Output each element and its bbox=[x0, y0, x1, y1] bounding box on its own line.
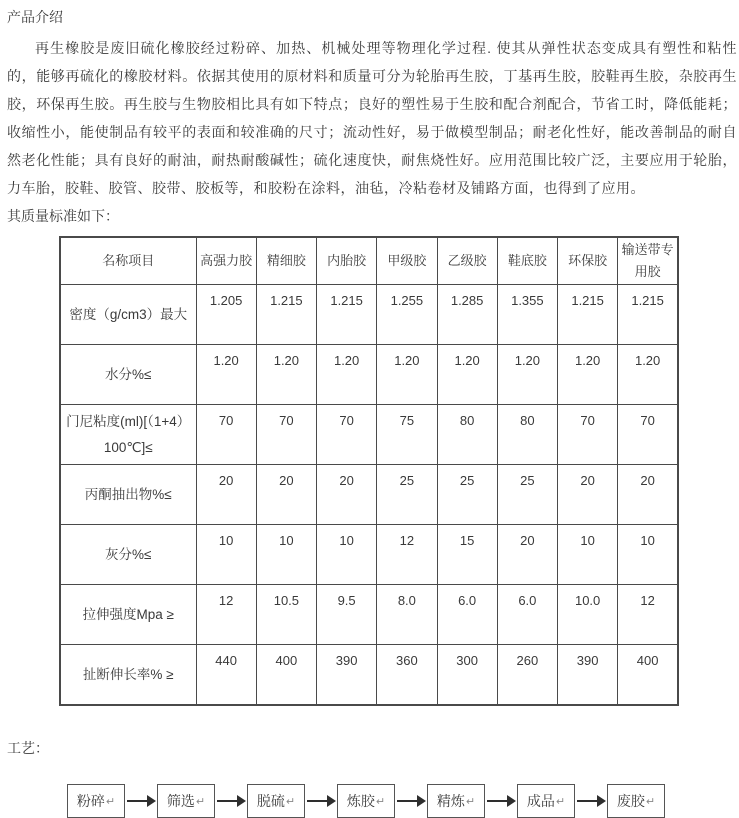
paragraph-return-icon: ↵ bbox=[375, 795, 386, 808]
row-label: 拉伸强度Mpa ≥ bbox=[60, 585, 196, 645]
table-cell: 1.215 bbox=[558, 285, 618, 345]
table-header-row bbox=[60, 237, 678, 285]
table-cell: 8.0 bbox=[377, 585, 437, 645]
process-step-label: 粉碎 bbox=[76, 793, 105, 809]
row-label: 灰分%≤ bbox=[60, 525, 196, 585]
table-cell: 1.20 bbox=[377, 345, 437, 405]
table-cell: 20 bbox=[317, 465, 377, 525]
table-cell: 20 bbox=[196, 465, 256, 525]
column-header: 高强力胶 bbox=[196, 237, 256, 285]
flow-arrow-icon bbox=[577, 800, 597, 802]
table-cell: 20 bbox=[618, 465, 678, 525]
table-cell: 80 bbox=[437, 405, 497, 465]
table-cell: 70 bbox=[196, 405, 256, 465]
table-cell: 10 bbox=[618, 525, 678, 585]
table-cell: 1.20 bbox=[618, 345, 678, 405]
process-step-label: 筛选 bbox=[166, 793, 195, 809]
table-cell: 400 bbox=[256, 645, 316, 706]
table-cell: 20 bbox=[256, 465, 316, 525]
table-cell: 20 bbox=[497, 525, 557, 585]
table-row-moisture bbox=[60, 345, 678, 405]
table-cell: 400 bbox=[618, 645, 678, 706]
process-step-desulfurize bbox=[247, 784, 305, 818]
row-label: 扯断伸长率% ≥ bbox=[60, 645, 196, 706]
table-cell: 9.5 bbox=[317, 585, 377, 645]
paragraph-return-icon: ↵ bbox=[555, 795, 566, 808]
table-cell: 10 bbox=[317, 525, 377, 585]
table-row-acetone-extract bbox=[60, 465, 678, 525]
process-step-label: 废胶 bbox=[616, 793, 645, 809]
table-cell: 75 bbox=[377, 405, 437, 465]
table-cell: 1.355 bbox=[497, 285, 557, 345]
process-step-label: 脱硫 bbox=[256, 793, 285, 809]
table-cell: 390 bbox=[317, 645, 377, 706]
table-row-elongation bbox=[60, 645, 678, 706]
table-cell: 6.0 bbox=[497, 585, 557, 645]
intro-paragraph: 再生橡胶是废旧硫化橡胶经过粉碎、加热、机械处理等物理化学过程. 使其从弹性状态变成具有塑性和粘性的，能够再硫化的橡胶材料。依据其使用的原材料和质量可分为轮胎再生胶，丁基再生胶，胶鞋再生胶，杂胶再生胶，环保再生胶。再生胶与生物胶相比具有如下特点；良好的塑性易于生胶和配合剂配合，节省工时，降低能耗；收缩性小，能使制品有较平的表面和较准确的尺寸；流动性好，易于做模型制品；耐老化性好，能改善制品的耐自然老化性能；具有良好的耐油，耐热耐酸碱性；硫化速度快，耐焦烧性好。应用范围比较广泛，主要应用于轮胎，力车胎，胶鞋、胶管、胶带、胶板等，和胶粉在涂料，油毡，冷粘卷材及铺路方面，也得到了应用。 bbox=[7, 40, 737, 196]
table-cell: 10 bbox=[558, 525, 618, 585]
process-step-waste-rubber bbox=[607, 784, 665, 818]
table-cell: 1.215 bbox=[618, 285, 678, 345]
row-label: 水分%≤ bbox=[60, 345, 196, 405]
table-cell: 360 bbox=[377, 645, 437, 706]
process-step-screen bbox=[157, 784, 215, 818]
table-cell: 390 bbox=[558, 645, 618, 706]
quality-standards-table bbox=[59, 236, 679, 706]
page-title: 产品介绍 bbox=[7, 9, 63, 25]
table-cell: 1.20 bbox=[317, 345, 377, 405]
column-header: 鞋底胶 bbox=[497, 237, 557, 285]
flow-arrow-icon bbox=[127, 800, 147, 802]
table-cell: 70 bbox=[618, 405, 678, 465]
table-cell: 1.205 bbox=[196, 285, 256, 345]
row-label: 丙酮抽出物%≤ bbox=[60, 465, 196, 525]
standards-label: 其质量标准如下： bbox=[7, 208, 119, 224]
table-row-mooney-viscosity bbox=[60, 405, 678, 465]
process-label: 工艺： bbox=[7, 740, 49, 756]
paragraph-return-icon: ↵ bbox=[465, 795, 476, 808]
table-cell: 6.0 bbox=[437, 585, 497, 645]
paragraph-return-icon: ↵ bbox=[285, 795, 296, 808]
table-cell: 1.285 bbox=[437, 285, 497, 345]
table-cell: 1.20 bbox=[437, 345, 497, 405]
table-cell: 20 bbox=[558, 465, 618, 525]
table-row-tensile-strength bbox=[60, 585, 678, 645]
flow-arrow-icon bbox=[397, 800, 417, 802]
column-header: 环保胶 bbox=[558, 237, 618, 285]
table-cell: 12 bbox=[196, 585, 256, 645]
table-cell: 12 bbox=[618, 585, 678, 645]
row-label: 密度（g/cm3）最大 bbox=[60, 285, 196, 345]
column-header: 内胎胶 bbox=[317, 237, 377, 285]
table-cell: 80 bbox=[497, 405, 557, 465]
table-cell: 1.215 bbox=[256, 285, 316, 345]
table-cell: 1.255 bbox=[377, 285, 437, 345]
process-step-label: 成品 bbox=[526, 793, 555, 809]
table-cell: 70 bbox=[256, 405, 316, 465]
process-flowchart bbox=[67, 784, 739, 818]
column-header: 输送带专用胶 bbox=[618, 237, 678, 285]
table-cell: 70 bbox=[317, 405, 377, 465]
table-cell: 25 bbox=[437, 465, 497, 525]
column-header: 精细胶 bbox=[256, 237, 316, 285]
table-cell: 1.20 bbox=[256, 345, 316, 405]
table-row-ash bbox=[60, 525, 678, 585]
paragraph-return-icon: ↵ bbox=[645, 795, 656, 808]
table-cell: 1.20 bbox=[196, 345, 256, 405]
paragraph-return-icon: ↵ bbox=[195, 795, 206, 808]
table-cell: 25 bbox=[497, 465, 557, 525]
table-cell: 10 bbox=[196, 525, 256, 585]
column-header: 乙级胶 bbox=[437, 237, 497, 285]
table-cell: 25 bbox=[377, 465, 437, 525]
process-step-label: 精炼 bbox=[436, 793, 465, 809]
process-step-mix bbox=[337, 784, 395, 818]
table-cell: 260 bbox=[497, 645, 557, 706]
table-cell: 300 bbox=[437, 645, 497, 706]
paragraph-return-icon: ↵ bbox=[105, 795, 116, 808]
process-step-refine bbox=[427, 784, 485, 818]
process-step-label: 炼胶 bbox=[346, 793, 375, 809]
table-cell: 10 bbox=[256, 525, 316, 585]
process-step-finished-product bbox=[517, 784, 575, 818]
table-cell: 10.5 bbox=[256, 585, 316, 645]
flow-arrow-icon bbox=[487, 800, 507, 802]
table-cell: 440 bbox=[196, 645, 256, 706]
table-cell: 15 bbox=[437, 525, 497, 585]
table-cell: 1.20 bbox=[497, 345, 557, 405]
table-row-density bbox=[60, 285, 678, 345]
table-cell: 12 bbox=[377, 525, 437, 585]
flow-arrow-icon bbox=[307, 800, 327, 802]
table-cell: 70 bbox=[558, 405, 618, 465]
table-cell: 10.0 bbox=[558, 585, 618, 645]
row-label: 门尼粘度(ml)[（1+4）100℃]≤ bbox=[60, 405, 196, 465]
flow-arrow-icon bbox=[217, 800, 237, 802]
column-header: 甲级胶 bbox=[377, 237, 437, 285]
table-cell: 1.20 bbox=[558, 345, 618, 405]
column-header-name-item: 名称项目 bbox=[60, 237, 196, 285]
process-step-crush bbox=[67, 784, 125, 818]
table-cell: 1.215 bbox=[317, 285, 377, 345]
